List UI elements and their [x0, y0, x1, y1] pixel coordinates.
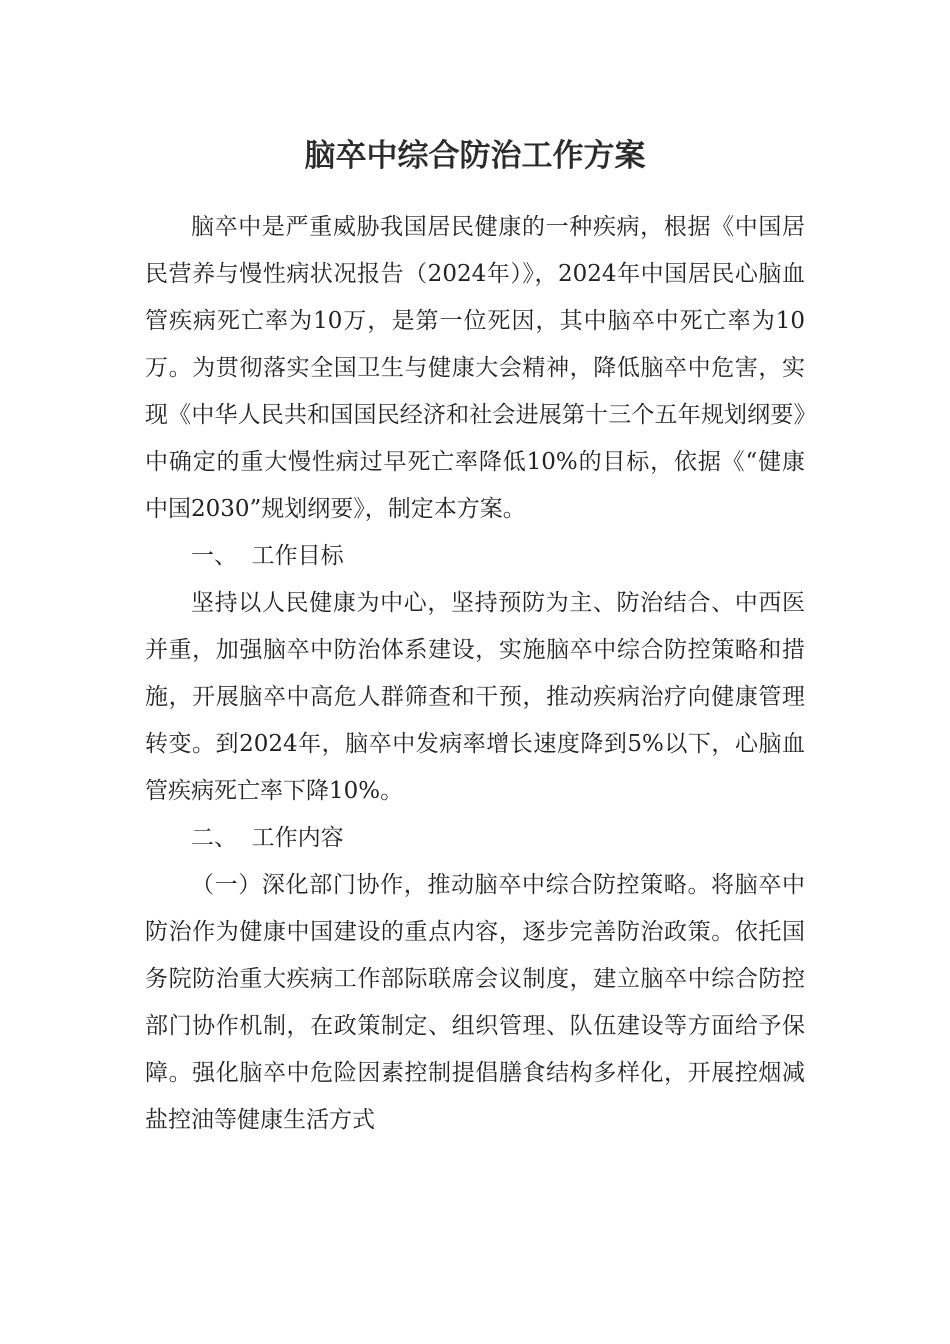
document-title: 脑卒中综合防治工作方案 — [304, 138, 646, 174]
section-heading-goals: 一、 工作目标 — [191, 543, 344, 569]
intro-paragraph: 脑卒中是严重威胁我国居民健康的一种疾病，根据《中国居民营养与慢性病状况报告（2024年）》，2024年中国居民心脑血管疾病死亡率为10万，是第一位死因，其中脑卒中死亡率为10万。为贯彻落实全国卫生与健康大会精神，降低脑卒中危害，实现《中华人民共和国国民经济和社会进展第十三个五年规划纲要》中确定的重大慢性病过早死亡率降低10%的目标，依据《“健康中国2030”规划纲要》，制定本方案。 — [145, 214, 805, 522]
section-heading-content: 二、 工作内容 — [191, 825, 344, 851]
goals-paragraph: 坚持以人民健康为中心，坚持预防为主、防治结合、中西医并重，加强脑卒中防治体系建设，实施脑卒中综合防控策略和措施，开展脑卒中高危人群筛查和干预，推动疾病治疗向健康管理转变。到2024年，脑卒中发病率增长速度降到5%以下，心脑血管疾病死亡率下降10%。 — [145, 590, 805, 804]
content-paragraph: （一）深化部门协作，推动脑卒中综合防控策略。将脑卒中防治作为健康中国建设的重点内容，逐步完善防治政策。依托国务院防治重大疾病工作部际联席会议制度，建立脑卒中综合防控部门协作机制，在政策制定、组织管理、队伍建设等方面给予保障。强化脑卒中危险因素控制提倡膳食结构多样化，开展控烟减盐控油等健康生活方式 — [145, 872, 805, 1133]
document-body — [145, 204, 805, 1144]
